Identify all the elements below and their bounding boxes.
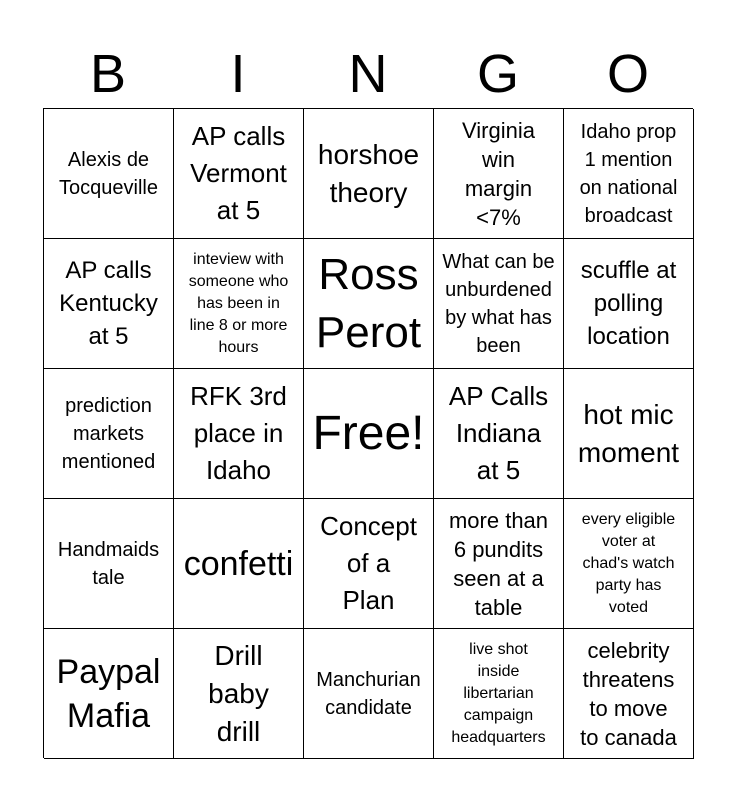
bingo-cell-r2-c4[interactable]: What can be unburdened by what has been	[434, 239, 564, 369]
bingo-cell-r1-c2[interactable]: AP calls Vermont at 5	[174, 109, 304, 239]
bingo-cell-free-space[interactable]: Free!	[304, 369, 434, 499]
bingo-header	[43, 40, 693, 108]
bingo-cell-r3-c5[interactable]: hot mic moment	[564, 369, 694, 499]
header-letter-n: N	[348, 44, 388, 104]
bingo-cell-r3-c1[interactable]: prediction markets mentioned	[44, 369, 174, 499]
header-letter-o: O	[606, 44, 649, 104]
header-letter-i: I	[230, 44, 246, 104]
bingo-cell-r4-c3[interactable]: Concept of a Plan	[304, 499, 434, 629]
bingo-cell-r5-c2[interactable]: Drill baby drill	[174, 629, 304, 759]
bingo-cell-r5-c5[interactable]: celebrity threatens to move to canada	[564, 629, 694, 759]
header-letter-b: B	[89, 44, 127, 104]
bingo-cell-r4-c1[interactable]: Handmaids tale	[44, 499, 174, 629]
bingo-board	[43, 108, 693, 758]
bingo-cell-r3-c4[interactable]: AP Calls Indiana at 5	[434, 369, 564, 499]
bingo-cell-r2-c5[interactable]: scuffle at polling location	[564, 239, 694, 369]
bingo-cell-r1-c1[interactable]: Alexis de Tocqueville	[44, 109, 174, 239]
bingo-cell-r1-c3[interactable]: horshoe theory	[304, 109, 434, 239]
bingo-cell-r3-c2[interactable]: RFK 3rd place in Idaho	[174, 369, 304, 499]
bingo-cell-r5-c1[interactable]: Paypal Mafia	[44, 629, 174, 759]
bingo-cell-r4-c5[interactable]: every eligible voter at chad's watch party has voted	[564, 499, 694, 629]
bingo-cell-r4-c2[interactable]: confetti	[174, 499, 304, 629]
bingo-cell-r5-c3[interactable]: Manchurian candidate	[304, 629, 434, 759]
bingo-cell-r4-c4[interactable]: more than 6 pundits seen at a table	[434, 499, 564, 629]
bingo-cell-r5-c4[interactable]: live shot inside libertarian campaign headquarters	[434, 629, 564, 759]
bingo-cell-r2-c3[interactable]: Ross Perot	[304, 239, 434, 369]
bingo-cell-r1-c5[interactable]: Idaho prop 1 mention on national broadcast	[564, 109, 694, 239]
bingo-cell-r2-c2[interactable]: inteview with someone who has been in line 8 or more hours	[174, 239, 304, 369]
bingo-cell-r2-c1[interactable]: AP calls Kentucky at 5	[44, 239, 174, 369]
header-letter-g: G	[476, 44, 519, 104]
bingo-cell-r1-c4[interactable]: Virginia win margin <7%	[434, 109, 564, 239]
